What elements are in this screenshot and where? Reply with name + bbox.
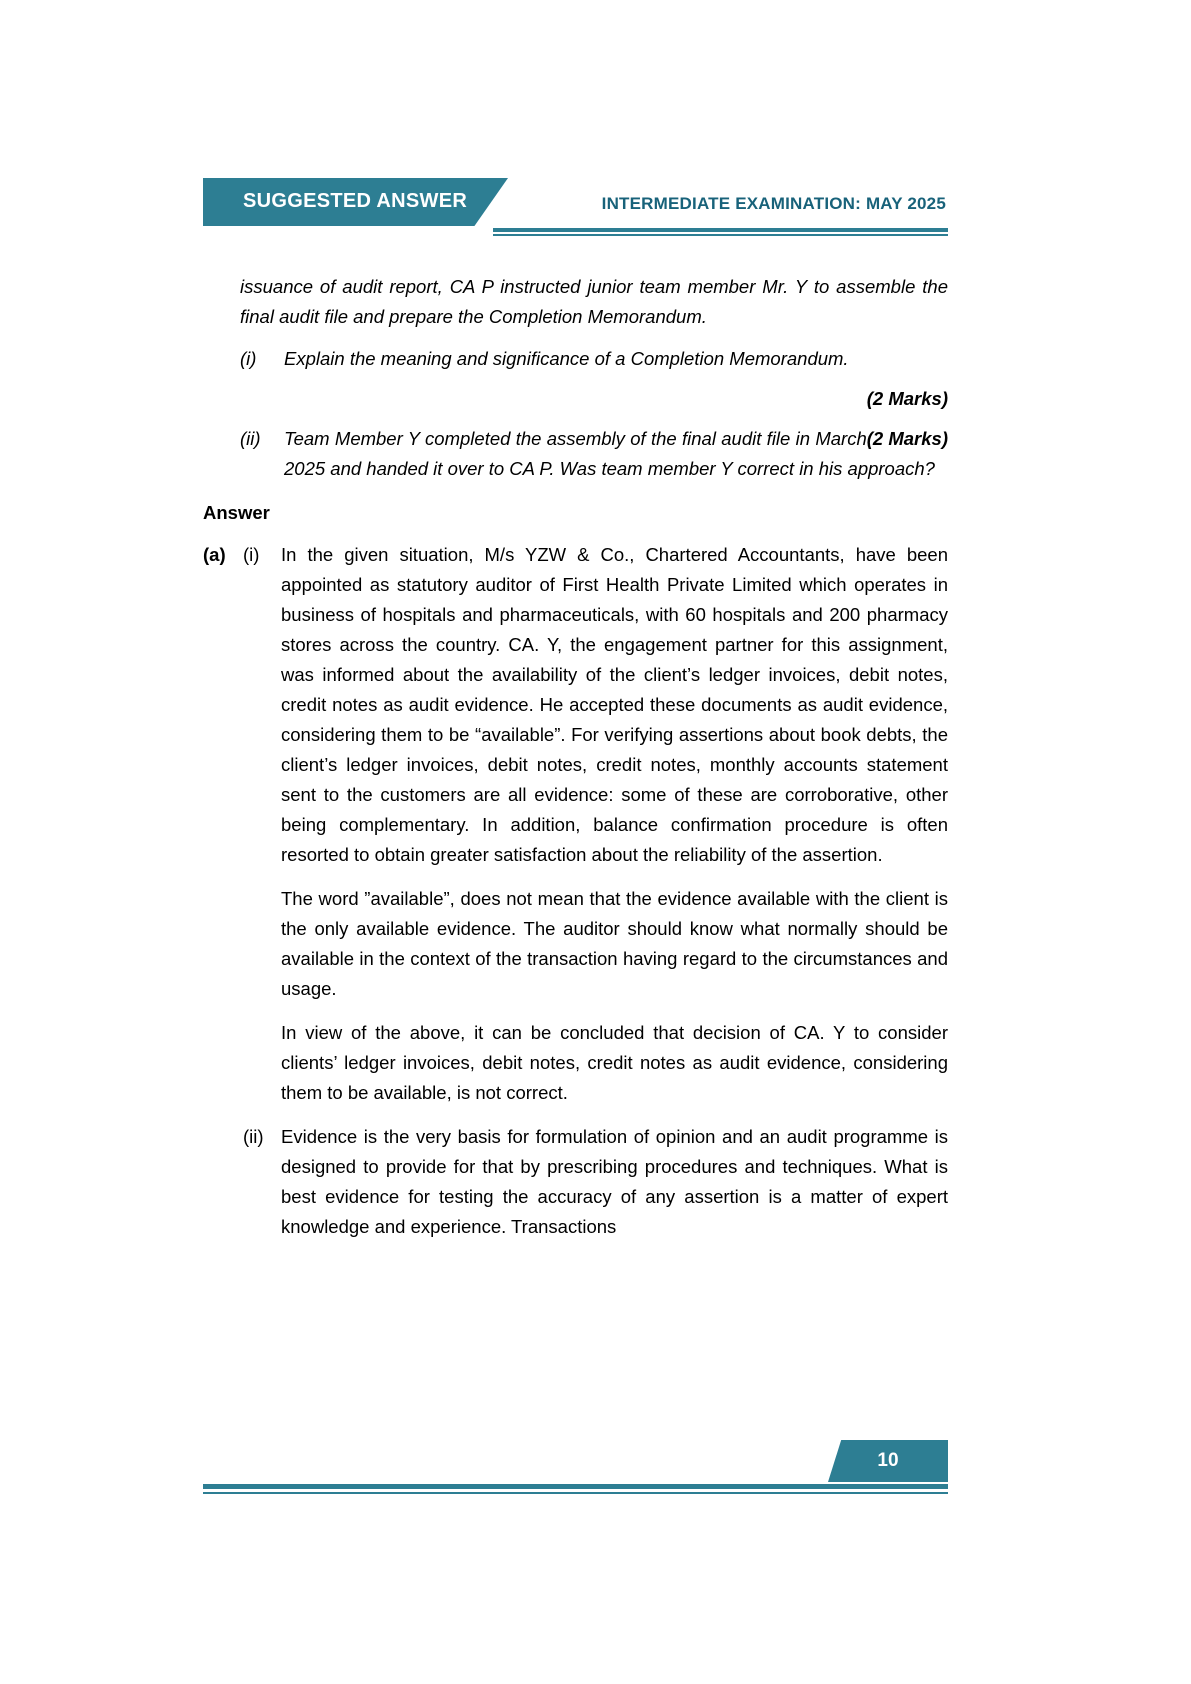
answer-part-label-a: (a) — [203, 544, 226, 565]
question-item-i-marks: (2 Marks) — [866, 388, 948, 409]
header-exam-title: INTERMEDIATE EXAMINATION: MAY 2025 — [601, 194, 946, 213]
footer-rule-thick — [203, 1484, 948, 1489]
question-item-i — [240, 344, 948, 374]
header-rule-thick — [493, 228, 948, 232]
answer-block-a-i — [203, 540, 948, 870]
page-header — [203, 178, 948, 240]
answer-block-i-para-2: The word ”available”, does not mean that the evidence available with the client is the only available evidence. The auditor should know what normally should be available in the context of the transaction having regard to the circumstances and usage. — [281, 888, 948, 999]
header-tab-label: SUGGESTED ANSWER — [243, 190, 468, 212]
answer-block-ii-para-1: Evidence is the very basis for formulation of opinion and an audit programme is designed to provide for that by prescribing procedures and techniques. What is best evidence for testing the accuracy of any assertion is a matter of expert knowledge and experience. Transactions — [281, 1126, 948, 1237]
header-rule-thin — [493, 234, 948, 236]
question-item-ii-marker: (ii) — [240, 428, 261, 449]
question-item-ii — [240, 424, 948, 484]
answer-block-i-para-3: In view of the above, it can be concluded that decision of CA. Y to consider clients’ ledger invoices, debit notes, credit notes as audit evidence, considering them to be available, is not correct. — [281, 1022, 948, 1103]
footer-rule-thin — [203, 1492, 948, 1494]
answer-heading: Answer — [203, 502, 270, 523]
question-item-i-text: Explain the meaning and significance of a Completion Memorandum. — [284, 348, 849, 369]
answer-block-a-ii — [203, 1122, 948, 1242]
question-item-ii-marks: (2 Marks) — [866, 428, 948, 449]
answer-block-i-marker: (i) — [243, 544, 260, 565]
question-item-ii-text — [284, 424, 948, 484]
answer-block-i-para-1: In the given situation, M/s YZW & Co., Chartered Accountants, have been appointed as statutory auditor of First Health Private Limited which operates in business of hospitals and pharmaceuticals, with 60 hospitals and 200 pharmacy stores across the country. CA. Y, the engagement partner for this assignment, was informed about the availability of the client’s ledger invoices, debit notes, credit notes as audit evidence. He accepted these documents as audit evidence, considering them to be “available”. For verifying assertions about book debts, the client’s ledger invoices, debit notes, credit notes, monthly accounts statement sent to the customers are all evidence: some of these are corroborative, other being complementary. In addition, balance confirmation procedure is often resorted to obtain greater satisfaction about the reliability of the assertion. — [281, 544, 948, 865]
page-number: 10 — [877, 1450, 899, 1471]
question-intro-text: issuance of audit report, CA P instructed junior team member Mr. Y to assemble the final audit file and prepare the Completion Memorandum. — [240, 276, 948, 327]
answer-block-ii-marker: (ii) — [243, 1126, 264, 1147]
question-item-i-marker: (i) — [240, 348, 257, 369]
page-content — [203, 272, 948, 1256]
page-footer — [203, 1440, 948, 1510]
question-item-ii-body: Team Member Y completed the assembly of the final audit file in March 2025 and handed it over to CA P. Was team member Y correct in his approach? — [284, 428, 935, 479]
